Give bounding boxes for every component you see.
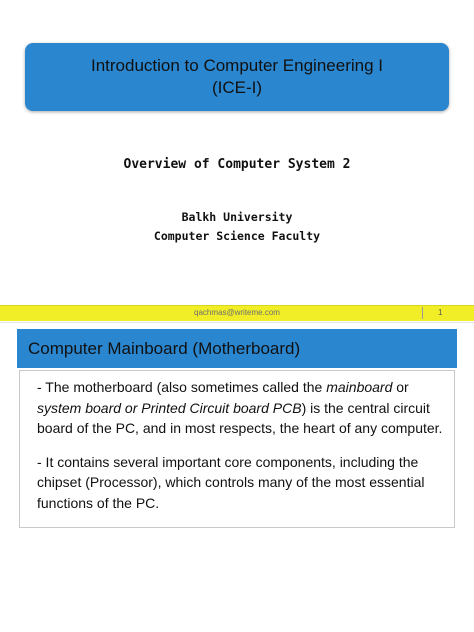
footer-page-number: 1 — [438, 308, 443, 317]
slide-2-title: Computer Mainboard (Motherboard) — [17, 329, 457, 368]
footer-email: qachmas@writeme.com — [194, 308, 280, 317]
para1-text-3: ) is the central circuit board of the PC, and in most respects, the heart of any computer. — [37, 399, 443, 436]
slide-divider — [0, 322, 474, 323]
course-code: (ICE-I) — [211, 78, 263, 97]
institution-block — [0, 208, 474, 246]
slide-1 — [0, 0, 474, 296]
university-name: Balkh University — [181, 210, 293, 224]
para1-text-2: or — [392, 379, 409, 395]
slide-1-title-box — [25, 43, 449, 111]
slide-2-content — [19, 370, 455, 528]
footer-separator — [422, 307, 423, 319]
lecture-subtitle: Overview of Computer System 2 — [123, 157, 351, 172]
paragraph-core-components: - It contains several important core components, including the chipset (Processor), which controls many of the most essential functions of the PC. — [37, 453, 425, 511]
para1-emphasis-system-board: system board or Printed Circuit board PCB — [37, 399, 302, 416]
para1-text-1: - The motherboard (also sometimes called the — [37, 379, 327, 395]
faculty-name: Computer Science Faculty — [153, 229, 321, 243]
para1-emphasis-mainboard: mainboard — [326, 379, 393, 395]
paragraph-motherboard-definition — [37, 377, 444, 439]
course-title: Introduction to Computer Engineering I — [90, 56, 383, 75]
